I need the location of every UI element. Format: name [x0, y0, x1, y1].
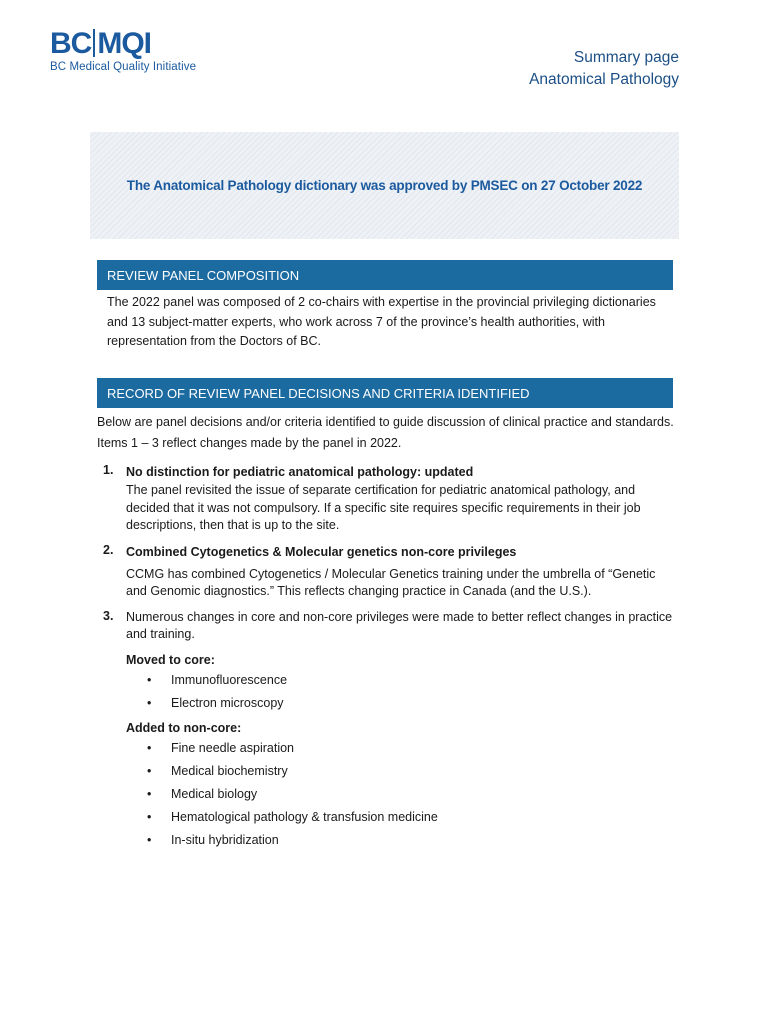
- page-header: [529, 47, 679, 91]
- bullet-text: Medical biochemistry: [171, 763, 288, 778]
- bullet-text: Fine needle aspiration: [171, 740, 294, 755]
- bullet-icon: •: [147, 695, 152, 710]
- list-item: [126, 829, 673, 852]
- item-number: 1.: [103, 463, 114, 477]
- list-item: [103, 463, 673, 535]
- decisions-list: [103, 463, 673, 860]
- bullet-icon: •: [147, 740, 152, 755]
- item-title: Combined Cytogenetics & Molecular genetics non-core privileges: [126, 544, 517, 559]
- bcmqi-logo: [50, 28, 196, 73]
- bullet-text: Immunofluorescence: [171, 672, 288, 687]
- group-heading-added-to-non-core: Added to non-core:: [126, 720, 242, 735]
- logo-divider: [93, 29, 95, 57]
- list-item: [126, 760, 673, 783]
- added-to-non-core-list: [126, 737, 673, 852]
- bullet-text: Medical biology: [171, 786, 258, 801]
- list-item: [103, 609, 673, 852]
- logo-subtitle: BC Medical Quality Initiative: [50, 61, 197, 73]
- list-item: [126, 783, 673, 806]
- list-item: [126, 737, 673, 760]
- list-item: [126, 669, 673, 692]
- list-item: [126, 692, 673, 715]
- item-number: 3.: [103, 608, 114, 623]
- bullet-icon: •: [147, 763, 152, 778]
- header-summary-label: Summary page: [573, 49, 679, 66]
- section-heading-panel-composition: REVIEW PANEL COMPOSITION: [97, 260, 673, 290]
- item-body: Numerous changes in core and non-core privileges were made to better reflect changes in practice and training.: [126, 609, 673, 641]
- item-number: 2.: [103, 542, 114, 557]
- item-title: No distinction for pediatric anatomical pathology: updated: [126, 465, 474, 479]
- bullet-icon: •: [147, 809, 152, 824]
- bullet-text: Hematological pathology & transfusion medicine: [171, 809, 438, 824]
- list-item: [103, 543, 673, 601]
- bullet-text: In-situ hybridization: [171, 832, 279, 847]
- logo-mark: [50, 28, 196, 60]
- approval-banner: [90, 132, 679, 239]
- logo-mark-bc: BC: [50, 27, 92, 60]
- list-item: [126, 806, 673, 829]
- bullet-icon: •: [147, 786, 152, 801]
- logo-mark-mqi: MQI: [97, 27, 152, 60]
- moved-to-core-list: [126, 669, 673, 715]
- item-body: CCMG has combined Cytogenetics / Molecular Genetics training under the umbrella of “Genetic and Genomic diagnostics.” This reflects changing practice in Canada (and the U.S.).: [126, 566, 656, 598]
- bullet-text: Electron microscopy: [171, 695, 284, 710]
- bullet-icon: •: [147, 672, 152, 687]
- panel-decisions-intro: Below are panel decisions and/or criteria identified to guide discussion of clinical practice and standards. Items 1 – 3 reflect changes made by the panel in 2022.: [97, 415, 674, 450]
- header-specialty-label: Anatomical Pathology: [529, 71, 679, 88]
- approval-banner-text: The Anatomical Pathology dictionary was approved by PMSEC on 27 October 2022: [126, 178, 643, 193]
- panel-composition-text: The 2022 panel was composed of 2 co-chairs with expertise in the provincial privileging dictionaries and 13 subject-matter experts, who work across 7 of the province’s health authorities, with representation from the Doctors of BC.: [107, 295, 656, 348]
- bullet-icon: •: [147, 832, 152, 847]
- item-body: The panel revisited the issue of separate certification for pediatric anatomical pathology, and decided that it was not compulsory. If a specific site requires specific requirements in their job descriptions, then that is up to the site.: [126, 483, 641, 532]
- group-heading-moved-to-core: Moved to core:: [126, 652, 215, 667]
- section-heading-panel-decisions: RECORD OF REVIEW PANEL DECISIONS AND CRITERIA IDENTIFIED: [97, 378, 673, 408]
